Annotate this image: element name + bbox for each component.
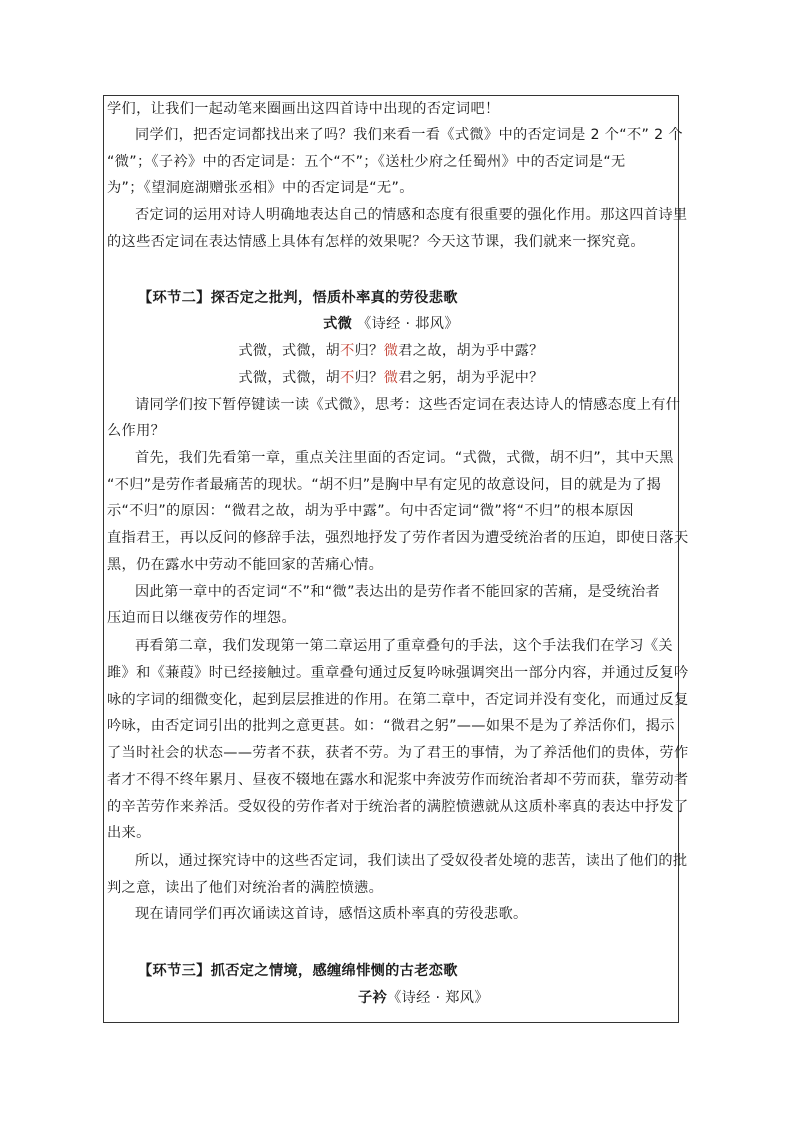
paragraph-line: 出来。 [107,825,151,841]
poem-text: 式微，式微，胡 [238,370,341,386]
paragraph-line: 黑，仍在露水中劳动不能回家的苦痛心情。 [107,557,384,573]
paragraph-line: 首先，我们先看第一章，重点关注里面的否定词。“式微，式微，胡不归”，其中天黑 [135,450,674,466]
paragraph-line: 同学们，把否定词都找出来了吗？我们来看一看《式微》中的否定词是 2 个“不” 2 个 [135,127,683,143]
negation-word: 微 [383,343,399,359]
paragraph-line: 再看第二章，我们发现第一第二章运用了重章叠句的手法，这个手法我们在学习《关 [135,638,673,654]
poem-title: 式微 [323,316,353,332]
poem-text: 归？ [354,343,384,359]
negation-word: 不 [340,343,355,359]
poem-text: 归？ [354,370,384,386]
negation-word: 微 [383,370,399,386]
paragraph-line: 的辛苦劳作来养活。受奴役的劳作者对于统治者的满腔愤懑就从这质朴率真的表达中抒发了 [107,799,689,815]
poem-text: 君之躬，胡为乎泥中？ [398,370,544,386]
paragraph-line: 雎》和《蒹葭》时已经接触过。重章叠句通过反复吟咏强调突出一部分内容，并通过反复吟 [107,665,689,681]
poem-title-shiwei [103,314,679,334]
poem-line [103,368,679,388]
poem-title: 子衿 [358,990,388,1006]
paragraph-line: 学们，让我们一起动笔来圈画出这四首诗中出现的否定词吧！ [107,101,500,117]
paragraph-line: 咏的字词的细微变化，起到层层推进的作用。在第二章中，否定词并没有变化，而通过反复 [107,692,689,708]
poem-text: 式微，式微，胡 [238,343,341,359]
paragraph-line: 示“不归”的原因：“微君之故，胡为乎中露”。句中否定词“微”将“不归”的根本原因 [107,503,634,519]
paragraph-line: 否定词的运用对诗人明确地表达自己的情感和态度有很重要的强化作用。那这四首诗里 [135,207,688,223]
paragraph-line: “不归”是劳作者最痛苦的现状。“胡不归”是胸中早有定见的故意设问，目的就是为了揭 [107,477,662,493]
paragraph-line: 判之意，读出了他们对统治者的满腔愤懑。 [107,880,384,896]
paragraph-line: 现在请同学们再次诵读这首诗，感悟这质朴率真的劳役悲歌。 [135,906,528,922]
paragraph-line: 所以，通过探究诗中的这些否定词，我们读出了受奴役者处境的悲苦，读出了他们的批 [135,853,688,869]
paragraph-line: 了当时社会的状态——劳者不获，获者不劳。为了君王的事情，为了养活他们的贵体，劳作 [107,745,689,761]
section-heading-3: 【环节三】抓否定之情境，感缠绵悱恻的古老恋歌 [138,963,458,979]
paragraph-line: 么作用？ [107,423,166,439]
poem-source: 《诗经 · 邶风》 [357,316,459,332]
poem-line [103,341,679,361]
negation-word: 不 [340,370,355,386]
paragraph-line: 为”；《望洞庭湖赠张丞相》中的否定词是“无”。 [107,180,414,196]
paragraph-line: 因此第一章中的否定词“不”和“微”表达出的是劳作者不能回家的苦痛，是受统治者 [135,584,661,600]
paragraph-line: 的这些否定词在表达情感上具体有怎样的效果呢？今天这节课，我们就来一探究竟。 [107,234,645,250]
paragraph-line: 者才不得不终年累月、昼夜不辍地在露水和泥浆中奔波劳作而统治者却不劳而获，靠劳动者 [107,772,689,788]
poem-title-zijin [358,988,658,1008]
paragraph-line: 压迫而日以继夜劳作的埋怨。 [107,610,296,626]
poem-source: 《诗经 · 郑风》 [387,990,489,1006]
paragraph-line: 吟咏，由否定词引出的批判之意更甚。如：“微君之躬”——如果不是为了养活你们，揭示 [107,718,675,734]
section-heading-2: 【环节二】探否定之批判，悟质朴率真的劳役悲歌 [138,290,458,306]
paragraph-line: “微”；《子衿》中的否定词是：五个“不”；《送杜少府之任蜀州》中的否定词是“无 [107,154,626,170]
paragraph-line: 直指君王，再以反问的修辞手法，强烈地抒发了劳作者因为遭受统治者的压迫，即使日落天 [107,530,689,546]
poem-text: 君之故，胡为乎中露？ [398,343,544,359]
paragraph-line: 请同学们按下暂停键读一读《式微》，思考：这些否定词在表达诗人的情感态度上有什 [135,397,681,413]
